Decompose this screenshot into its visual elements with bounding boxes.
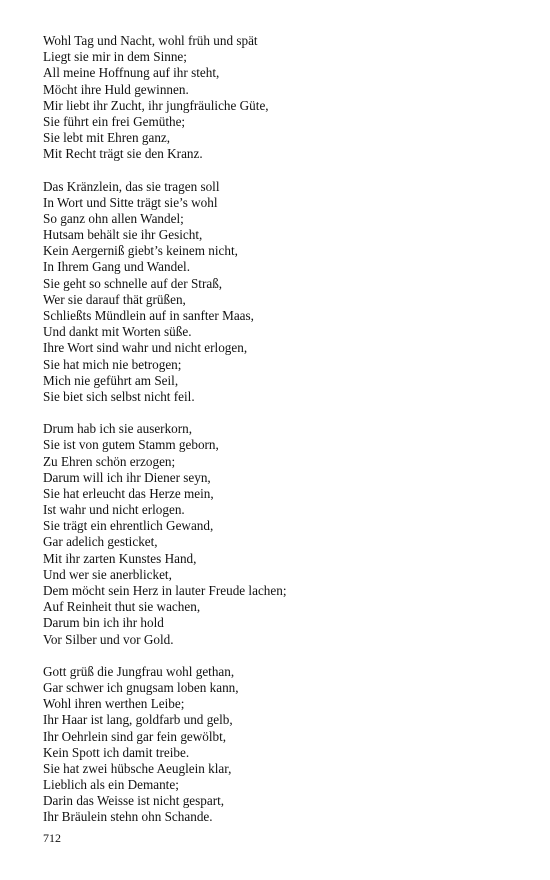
poem-line: Wohl ihren werthen Leibe; [43,696,185,712]
poem-line: Gott grüß die Jungfrau wohl gethan, [43,663,235,679]
poem-line: Ihr Bräulein stehn ohn Schande. [43,809,213,825]
poem-line: Lieblich als ein Demante; [43,777,179,793]
poem-line: Sie hat zwei hübsche Aeuglein klar, [43,760,232,776]
poem-line: Sie lebt mit Ehren ganz, [43,130,171,146]
poem-line: Sie hat erleucht das Herze mein, [43,485,214,501]
poem-line: Vor Silber und vor Gold. [43,631,174,647]
poem-line: Gar adelich gesticket, [43,534,158,550]
poem-line: Und wer sie anerblicket, [43,566,172,582]
poem-line: Sie führt ein frei Gemüthe; [43,113,186,129]
poem-line: Sie trägt ein ehrentlich Gewand, [43,518,214,534]
poem-stanza [43,179,513,406]
poem-line: All meine Hoffnung auf ihr steht, [43,65,220,81]
poem-line: Sie ist von gutem Stamm geborn, [43,437,219,453]
poem-line: Zu Ehren schön erzogen; [43,453,176,469]
poem-line: Schließts Mündlein auf in sanfter Maas, [43,308,254,323]
poem-line: Sie geht so schnelle auf der Straß, [43,275,223,291]
poem-line: Auf Reinheit thut sie wachen, [43,599,201,615]
poem-stanza [43,664,513,826]
poem-stanza [43,33,513,163]
poem-line: Mir liebt ihr Zucht, ihr jungfräuliche Güte, [43,97,269,113]
poem-line: Drum hab ich sie auserkorn, [43,421,193,437]
poem-line: Ihre Wort sind wahr und nicht erlogen, [43,340,248,356]
poem-stanza [43,421,513,648]
poem-line: Möcht ihre Huld gewinnen. [43,81,189,97]
poem-line: Wohl Tag und Nacht, wohl früh und spät [43,33,258,48]
poem-line: Mit Recht trägt sie den Kranz. [43,146,203,162]
poem-line: Darum will ich ihr Diener seyn, [43,469,211,485]
poem-line: Wer sie darauf thät grüßen, [43,291,186,307]
poem-line: In Wort und Sitte trägt sie’s wohl [43,194,218,210]
poem-line: Gar schwer ich gnugsam loben kann, [43,679,239,695]
poem-line: Darum bin ich ihr hold [43,615,164,631]
poem-line: Ist wahr und nicht erlogen. [43,502,185,518]
poem-line: Das Kränzlein, das sie tragen soll [43,178,220,194]
poem-line: So ganz ohn allen Wandel; [43,210,184,226]
poem-line: Liegt sie mir in dem Sinne; [43,49,187,65]
page-number: 712 [43,831,61,845]
poem-line: Mich nie geführt am Seil, [43,372,179,388]
poem-line: Dem möcht sein Herz in lauter Freude lachen; [43,583,287,598]
poem-line: Sie biet sich selbst nicht feil. [43,388,195,404]
poem-line: Kein Aergerniß giebt’s keinem nicht, [43,243,238,259]
poem-line: Ihr Oehrlein sind gar fein gewölbt, [43,728,227,744]
poem-line: Ihr Haar ist lang, goldfarb und gelb, [43,712,233,728]
poem-line: Sie hat mich nie betrogen; [43,356,182,372]
poem-line: Hutsam behält sie ihr Gesicht, [43,227,203,243]
poem-line: Kein Spott ich damit treibe. [43,744,190,760]
poem-line: In Ihrem Gang und Wandel. [43,259,191,275]
poem-line: Darin das Weisse ist nicht gespart, [43,793,225,809]
poem-text [43,33,513,842]
poem-line: Und dankt mit Worten süße. [43,324,192,340]
poem-line: Mit ihr zarten Kunstes Hand, [43,550,197,566]
